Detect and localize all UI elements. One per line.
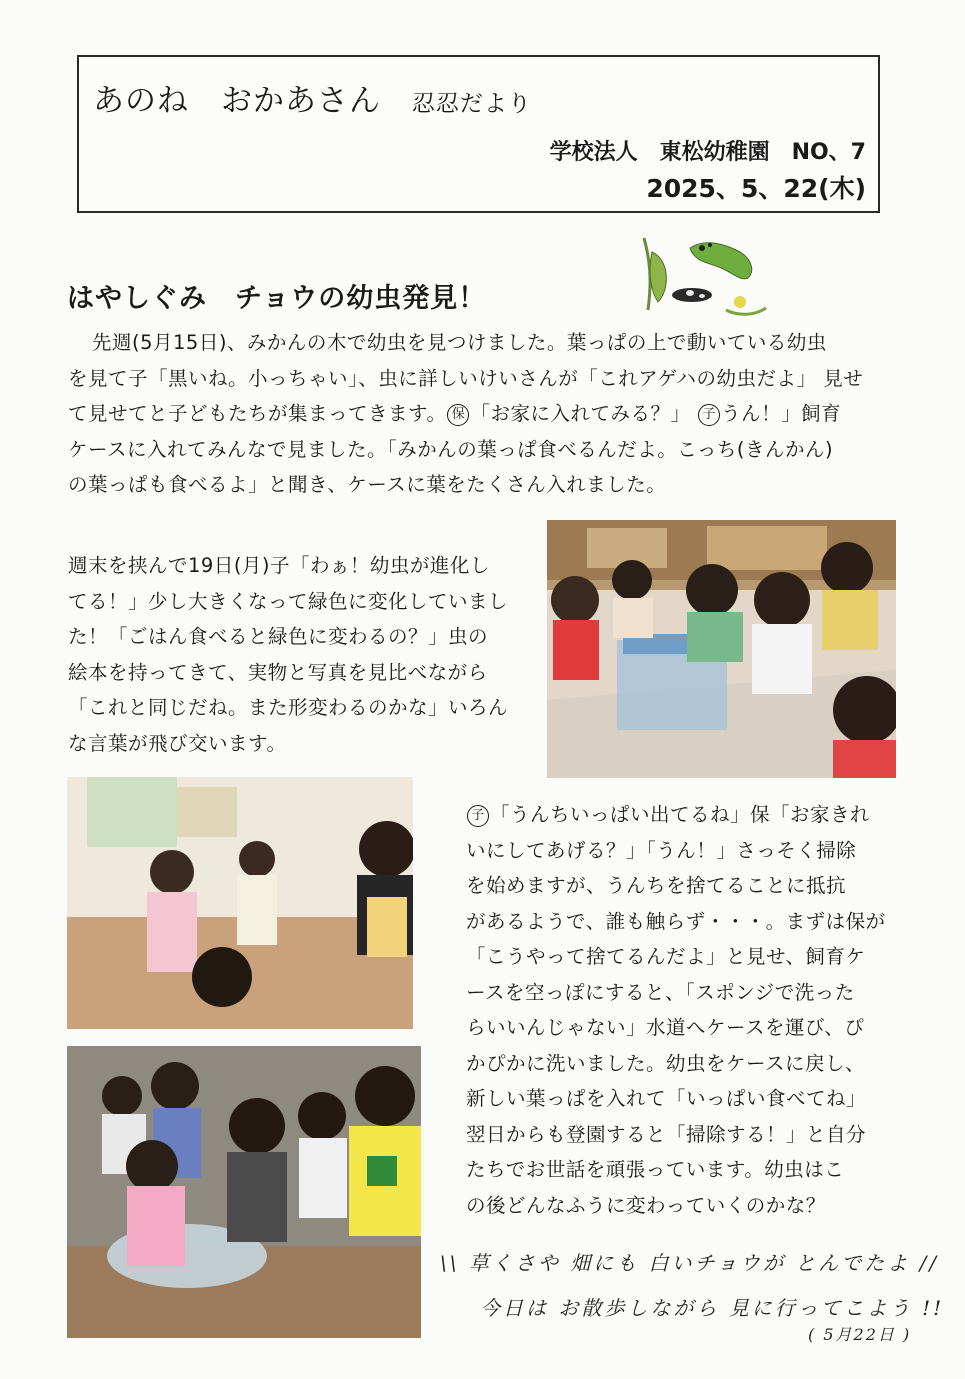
text-line: かぴかに洗いました。幼虫をケースに戻し、	[466, 1051, 866, 1075]
paragraph-change	[68, 548, 538, 761]
photo-children-case	[547, 520, 896, 778]
teacher-mark: 保	[447, 404, 469, 426]
caterpillar-illustration	[630, 230, 770, 320]
text-line: ケースに入れてみんなで見ました。「みかんの葉っぱ食べるんだよ。こっち(きんかん)	[68, 437, 834, 461]
photo-washing-case	[67, 1046, 421, 1338]
text-line: た！「ごはん食べると緑色に変わるの？」虫の	[68, 625, 489, 648]
handwritten-note-date: ( 5月22日 )	[808, 1325, 912, 1344]
text-segment: うん！」飼育	[721, 402, 842, 425]
text-line: な言葉が飛び交います。	[68, 731, 287, 755]
text-line: いにしてあげる？」「うん！」さっそく掃除	[466, 838, 857, 862]
text-line: を始めますが、うんちを捨てることに抵抗	[466, 874, 847, 897]
text-line: を見て子「黒いね。小っちゃい」、虫に詳しいけいさんが「これアゲハの幼虫だよ」 見せ	[68, 366, 864, 390]
text-line: の後どんなふうに変わっていくのかな？	[466, 1193, 826, 1217]
text-line	[68, 396, 898, 432]
text-line: たちでお世話を頑張っています。幼虫はこ	[466, 1158, 845, 1181]
text-segment: 「うんちいっぱい出てるね」保「お家きれ	[490, 803, 871, 826]
photo-teacher-picturebook	[67, 777, 413, 1029]
text-line: 新しい葉っぱを入れて「いっぱい食べてね」	[466, 1087, 867, 1110]
text-line: 「これと同じだね。また形変わるのかな」いろん	[68, 696, 509, 719]
title-main: あのね おかあさん	[93, 83, 381, 119]
paragraph-discovery	[68, 325, 898, 503]
text-line: 先週(5月15日)、みかんの木で幼虫を見つけました。葉っぱの上で動いている幼虫	[92, 331, 827, 354]
text-line: 絵本を持ってきて、実物と写真を見比べながら	[68, 660, 488, 684]
school-name: 学校法人 東松幼稚園 NO、7	[549, 140, 866, 165]
issue-date: 2025、5、22(木)	[646, 174, 866, 203]
text-segment: て見せてと子どもたちが集まってきます。	[68, 402, 447, 425]
text-line: てる！」少し大きくなって緑色に変化していまし	[68, 589, 509, 613]
text-line	[466, 797, 906, 833]
child-mark: 子	[698, 404, 720, 426]
text-segment: 「お家に入れてみる？」	[470, 402, 691, 425]
paragraph-cleaning	[466, 797, 906, 1223]
text-line: らいいんじゃない」水道へケースを運び、ぴ	[466, 1016, 865, 1039]
text-line: ースを空っぽにすると、「スポンジで洗った	[466, 980, 855, 1004]
handwritten-note-line1: \\ 草くさや 畑にも 白いチョウが とんでたよ //	[440, 1251, 940, 1275]
newsletter-title	[93, 75, 532, 120]
newsletter-header	[77, 55, 880, 213]
text-line: 翌日からも登園すると「掃除する！」と自分	[466, 1122, 867, 1146]
text-line: 「こうやって捨てるんだよ」と見せ、飼育ケ	[466, 945, 866, 968]
handwritten-note-line2: 今日は お散歩しながら 見に行ってこよう !!	[480, 1296, 945, 1320]
section-title: はやしぐみ チョウの幼虫発見！	[67, 283, 487, 314]
child-mark: 子	[467, 805, 489, 827]
text-line: があるようで、誰も触らず・・・。まずは保が	[466, 909, 886, 933]
text-line: の葉っぱも食べるよ」と聞き、ケースに葉をたくさん入れました。	[68, 473, 667, 496]
title-sub: 忍忍だより	[411, 91, 532, 117]
text-line: 週末を挟んで19日(月)子「わぁ！幼虫が進化し	[68, 554, 490, 577]
